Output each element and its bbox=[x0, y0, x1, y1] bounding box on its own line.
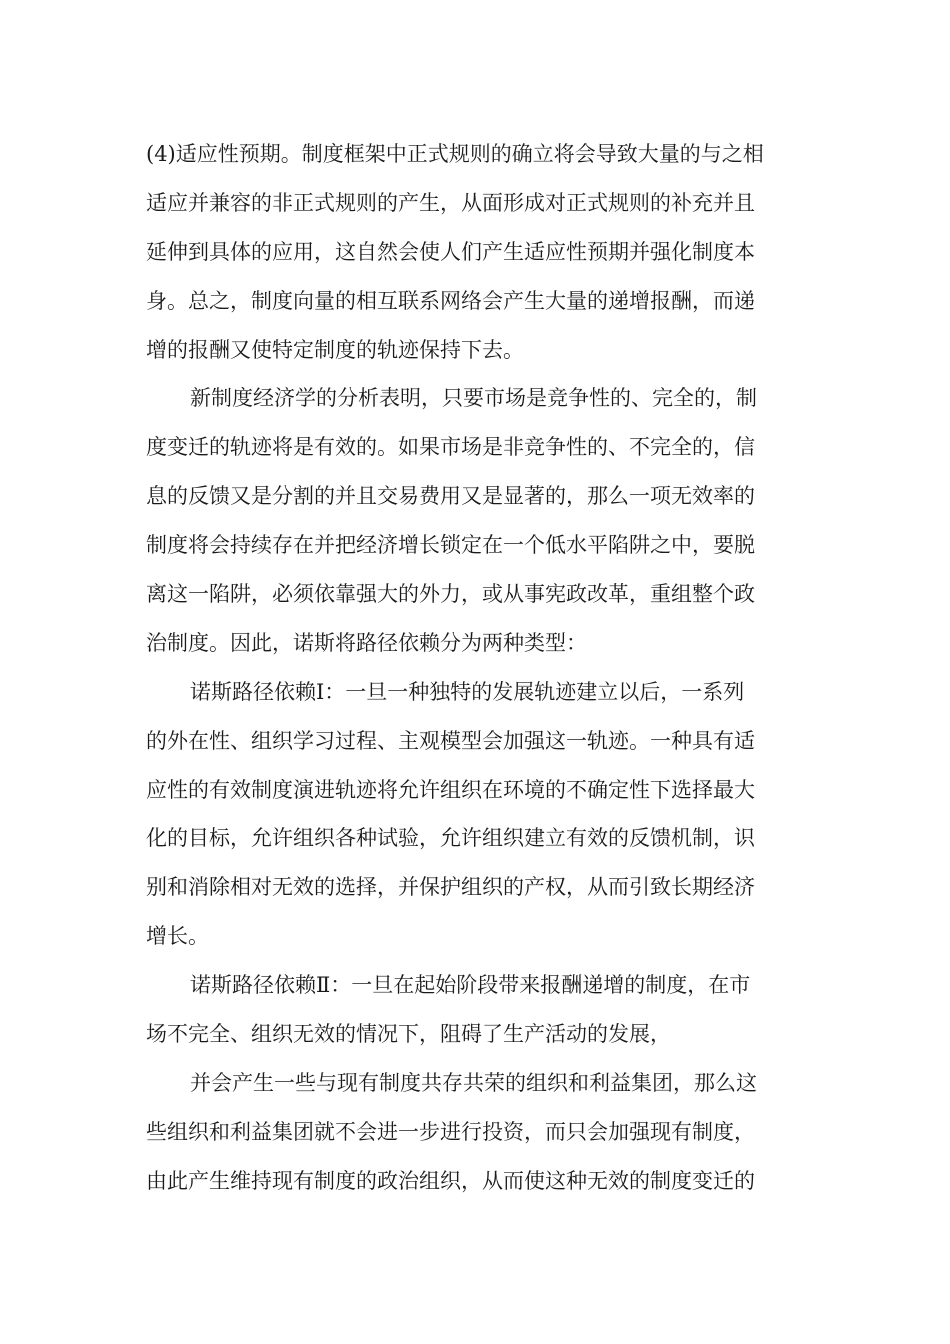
paragraph-path-dependence-1 bbox=[146, 668, 806, 961]
text-line: 息的反馈又是分割的并且交易费用又是显著的，那么一项无效率的 bbox=[146, 484, 755, 509]
text-line: 增长。 bbox=[146, 924, 209, 949]
paragraph-interest-groups bbox=[146, 1059, 806, 1206]
body-text bbox=[146, 130, 806, 1206]
text-line: 适应并兼容的非正式规则的产生，从面形成对正式规则的补充并且 bbox=[146, 190, 755, 215]
text-line: (4)适应性预期。制度框架中正式规则的确立将会导致大量的与之相 bbox=[146, 142, 764, 166]
paragraph-path-dependence-2 bbox=[146, 961, 806, 1059]
text-line: 度变迁的轨迹将是有效的。如果市场是非竞争性的、不完全的，信 bbox=[146, 435, 755, 460]
text-line: 化的目标，允许组织各种试验，允许组织建立有效的反馈机制，识 bbox=[146, 826, 755, 851]
text-line: 增的报酬又使特定制度的轨迹保持下去。 bbox=[146, 337, 524, 362]
text-line: 延伸到具体的应用，这自然会使人们产生适应性预期并强化制度本 bbox=[146, 239, 755, 264]
text-line: 治制度。因此，诺斯将路径依赖分为两种类型： bbox=[146, 630, 587, 655]
text-line: 由此产生维持现有制度的政治组织，从而使这种无效的制度变迁的 bbox=[146, 1168, 755, 1193]
text-line: 应性的有效制度演进轨迹将允许组织在环境的不确定性下选择最大 bbox=[146, 777, 755, 802]
paragraph-adaptive-expectations bbox=[146, 130, 806, 374]
text-line: 的外在性、组织学习过程、主观模型会加强这一轨迹。一种具有适 bbox=[146, 728, 755, 753]
text-line: 新制度经济学的分析表明，只要市场是竞争性的、完全的，制 bbox=[190, 386, 757, 411]
text-line: 身。总之，制度向量的相互联系网络会产生大量的递增报酬，而递 bbox=[146, 288, 755, 313]
text-line: 些组织和利益集团就不会进一步进行投资，而只会加强现有制度， bbox=[146, 1119, 755, 1144]
text-line: 诺斯路径依赖Ⅰ：一旦一种独特的发展轨迹建立以后，一系列 bbox=[190, 679, 745, 704]
text-line: 别和消除相对无效的选择，并保护组织的产权，从而引致长期经济 bbox=[146, 875, 755, 900]
text-line: 制度将会持续存在并把经济增长锁定在一个低水平陷阱之中，要脱 bbox=[146, 533, 755, 558]
text-line: 离这一陷阱，必须依靠强大的外力，或从事宪政改革，重组整个政 bbox=[146, 582, 755, 607]
text-line: 诺斯路径依赖Ⅱ：一旦在起始阶段带来报酬递增的制度，在市 bbox=[190, 973, 751, 998]
paragraph-new-institutional-economics bbox=[146, 374, 806, 667]
text-line: 并会产生一些与现有制度共存共荣的组织和利益集团，那么这 bbox=[190, 1070, 757, 1095]
text-line: 场不完全、组织无效的情况下，阻碍了生产活动的发展， bbox=[146, 1022, 671, 1047]
